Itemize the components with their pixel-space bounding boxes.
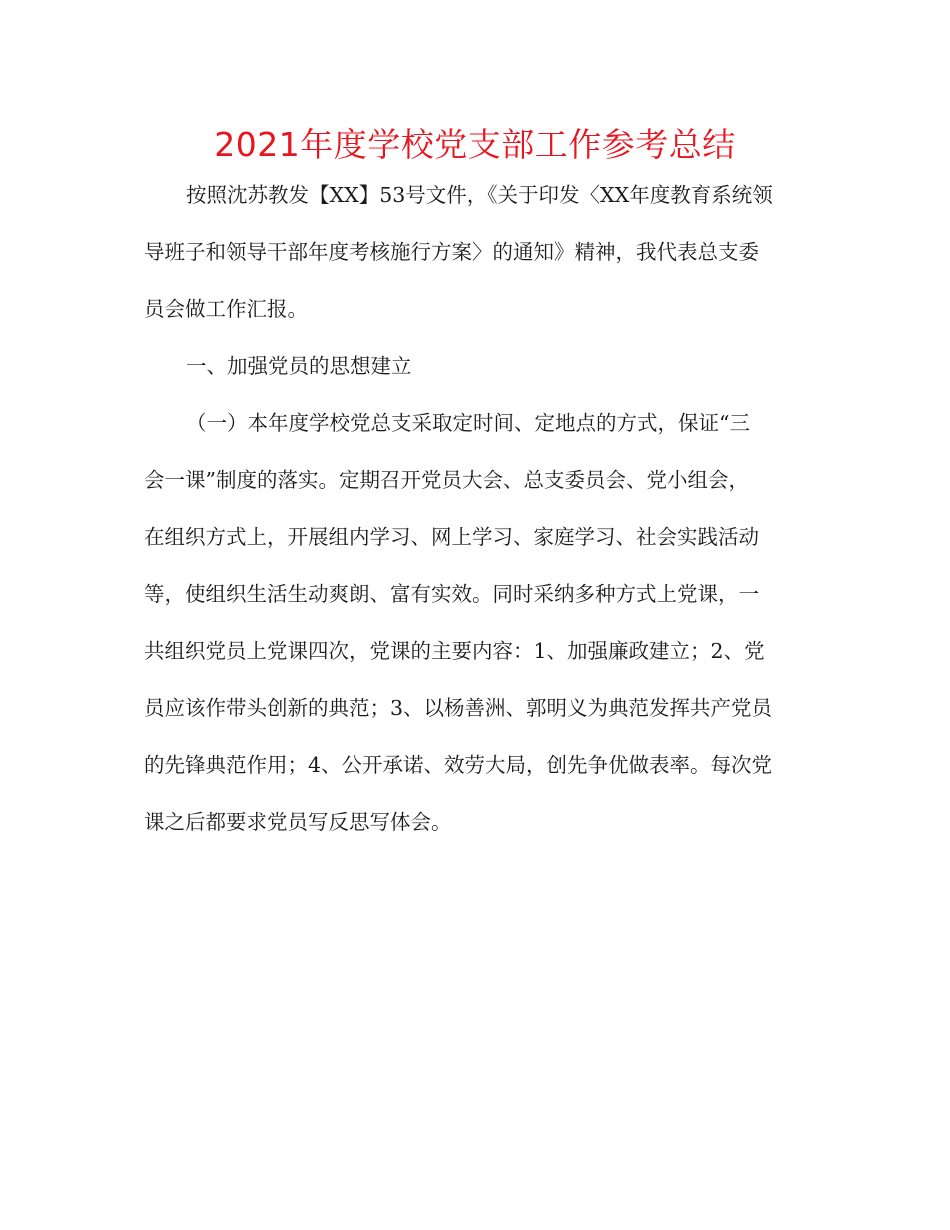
paragraph-line: 员会做工作汇报。 xyxy=(144,297,308,321)
paragraph-line: 会一课”制度的落实。定期召开党员大会、总支委员会、党小组会， xyxy=(144,468,749,492)
document-title: 2021年度学校党支部工作参考总结 xyxy=(214,125,736,164)
paragraph-line: 的先锋典范作用；4、公开承诺、效劳大局，创先争优做表率。每次党 xyxy=(144,753,773,777)
paragraph-line: 按照沈苏教发【XX】53号文件，《关于印发〈XX年度教育系统领 xyxy=(186,183,773,207)
paragraph-line: 课之后都要求党员写反思写体会。 xyxy=(144,810,452,834)
paragraph-line: 员应该作带头创新的典范；3、以杨善洲、郭明义为典范发挥共产党员 xyxy=(144,696,773,720)
paragraph-line: 在组织方式上，开展组内学习、网上学习、家庭学习、社会实践活动 xyxy=(144,525,759,549)
paragraph-line: 等，使组织生活生动爽朗、富有实效。同时采纳多种方式上党课，一 xyxy=(144,582,759,606)
document-body xyxy=(144,171,814,855)
paragraph-line: （一）本年度学校党总支采取定时间、定地点的方式，保证“三 xyxy=(186,411,750,435)
paragraph-line: 导班子和领导干部年度考核施行方案〉的通知》精神，我代表总支委 xyxy=(144,240,759,264)
paragraph-line: 共组织党员上党课四次，党课的主要内容：1、加强廉政建立；2、党 xyxy=(144,639,765,663)
section-heading: 一、加强党员的思想建立 xyxy=(186,354,412,378)
